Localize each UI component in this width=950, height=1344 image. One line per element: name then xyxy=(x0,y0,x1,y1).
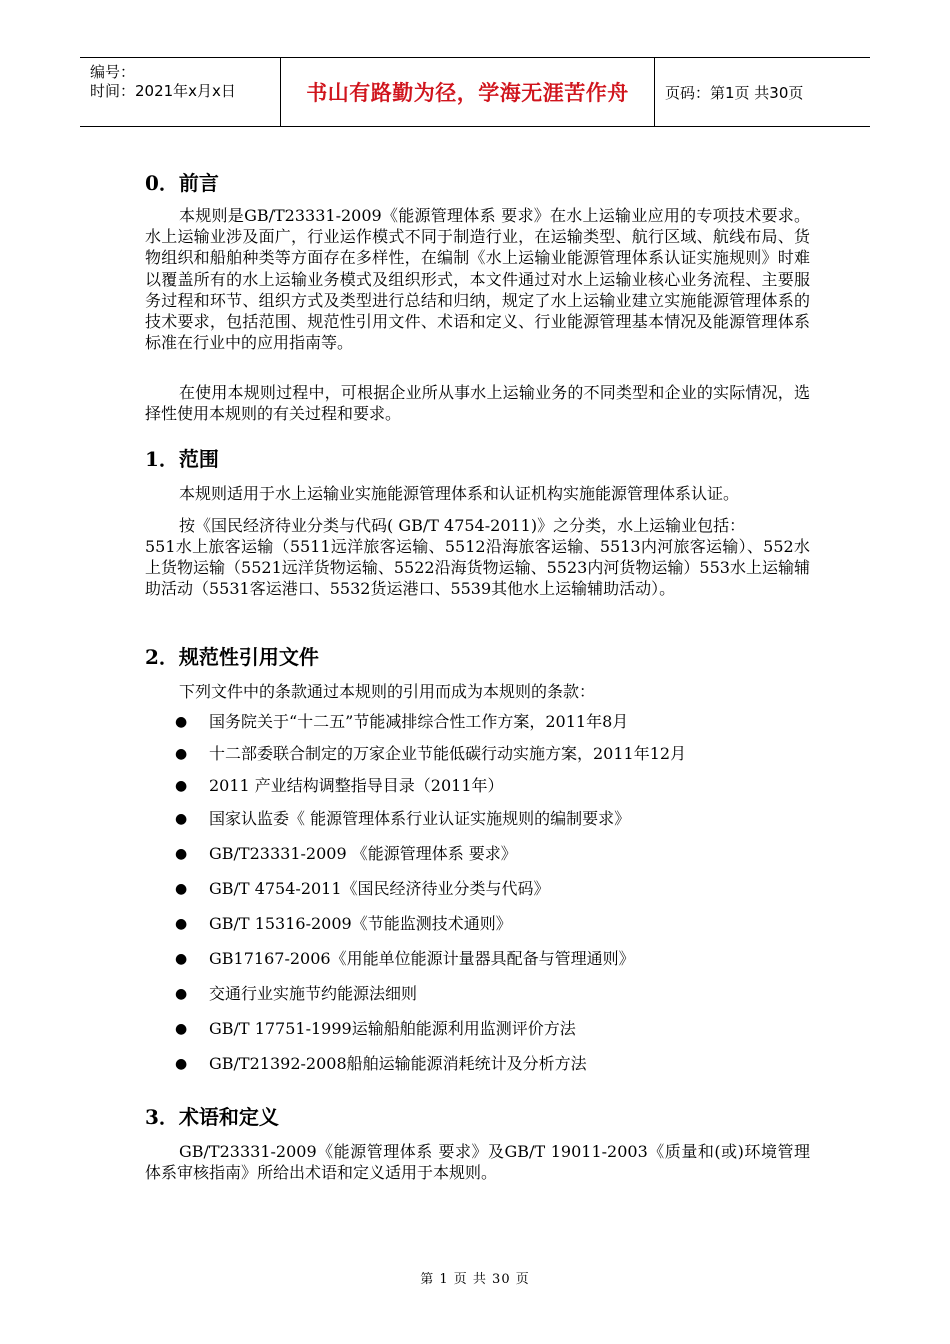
bullet-icon: ● xyxy=(175,811,188,827)
bullet-icon: ● xyxy=(175,1056,188,1072)
time-label: 时间：2021年x月x日 xyxy=(90,82,236,100)
bullet-icon: ● xyxy=(175,881,188,897)
section-0-paragraph-2: 在使用本规则过程中，可根据企业所从事水上运输业务的不同类型和企业的实际情况，选择性使用本规则的有关过程和要求。 xyxy=(145,383,810,424)
section-3-title: 术语和定义 xyxy=(178,1105,279,1129)
section-0-title: 前言 xyxy=(178,171,219,195)
section-3-heading xyxy=(145,1102,810,1132)
section-3-number: 3． xyxy=(145,1105,179,1129)
section-1-paragraph-3: 551水上旅客运输（5511远洋旅客运输、5512沿海旅客运输、5513内河旅客运输）、552水上货物运输（5521远洋货物运输、5522沿海货物运输、5523内河货物运输）553水上运输辅助活动（5531客运港口、5532货运港口、5539其他水上运输辅助活动）。 xyxy=(145,537,810,599)
section-1-number: 1． xyxy=(145,447,179,471)
section-0-paragraph-1: 本规则是GB/T23331-2009《能源管理体系 要求》在水上运输业应用的专项技术要求。水上运输业涉及面广，行业运作模式不同于制造行业，在运输类型、航行区域、航线布局、货物组织和船舶种类等方面存在多样性，在编制《水上运输业能源管理体系认证实施规则》时难以覆盖所有的水上运输业务模式及组织形式，本文件通过对水上运输业核心业务流程、主要服务过程和环节、组织方式及类型进行总结和归纳，规定了水上运输业建立实施能源管理体系的技术要求，包括范围、规范性引用文件、术语和定义、行业能源管理基本情况及能源管理体系标准在行业中的应用指南等。 xyxy=(145,206,810,353)
section-2-number: 2． xyxy=(145,645,179,669)
section-1-paragraph-2: 按《国民经济待业分类与代码( GB/T 4754-2011)》之分类，水上运输业包括： xyxy=(179,516,746,535)
section-1-title: 范围 xyxy=(178,447,219,471)
motto-text: 书山有路勤为径，学海无涯苦作舟 xyxy=(306,81,629,105)
bullet-icon: ● xyxy=(175,846,188,862)
bullet-icon: ● xyxy=(175,951,188,967)
header-motto-cell xyxy=(281,58,655,126)
bullet-icon: ● xyxy=(175,916,188,932)
section-0-number: 0． xyxy=(145,171,179,195)
bullet-icon: ● xyxy=(175,746,188,762)
section-2-intro: 下列文件中的条款通过本规则的引用而成为本规则的条款： xyxy=(179,682,596,701)
header-page-cell xyxy=(655,58,870,126)
page-info: 页码：第1页 共30页 xyxy=(665,83,804,102)
bullet-icon: ● xyxy=(175,1021,188,1037)
page-footer: 第 1 页 共 30 页 xyxy=(420,1272,530,1287)
bullet-icon: ● xyxy=(175,778,188,794)
document-header xyxy=(80,57,870,127)
section-1-heading xyxy=(145,444,810,474)
section-3-paragraph-1: GB/T23331-2009《能源管理体系 要求》及GB/T 19011-2003《质量和(或)环境管理体系审核指南》所给出术语和定义适用于本规则。 xyxy=(145,1142,810,1183)
bullet-icon: ● xyxy=(175,714,188,730)
header-meta-cell xyxy=(80,58,281,126)
section-1-paragraph-1: 本规则适用于水上运输业实施能源管理体系和认证机构实施能源管理体系认证。 xyxy=(179,484,740,503)
number-label: 编号： xyxy=(90,63,136,81)
section-0-heading xyxy=(145,168,810,198)
section-2-title: 规范性引用文件 xyxy=(178,645,319,669)
section-2-heading xyxy=(145,642,810,672)
bullet-icon: ● xyxy=(175,986,188,1002)
